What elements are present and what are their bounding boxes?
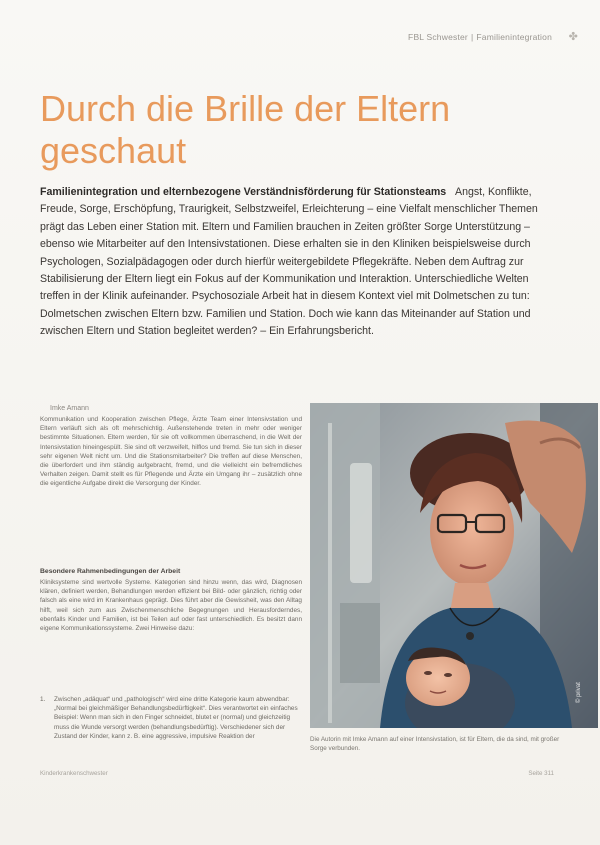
list-number: 1. <box>40 696 46 703</box>
lead-heading: Familienintegration und elternbezogene Verständnisförderung für Stationsteams <box>40 186 447 198</box>
body-paragraph: Kommunikation und Kooperation zwischen Pflege, Ärzte Team einer Intensivstation und Eltern verläuft sich als oft mehrschichtig. Außenstehende treten in mehr oder weniger bestimmte Situationen. Eltern werden, für sie oft vollkommen überraschend, in die Welt der Intensivstation hineingespült. Sie sind oft verzweifelt, hilflos und fremd. Sie tun sich in dieser sehr eigenen Welt nicht um. Und die Stationsmitarbeiter? Die treffen auf diese Menschen, die überfordert und ihm ständig aufgebracht, fremd, und die vielleicht ein befremdliches Verhalten zeigen. Damit stellt es für Pflegende und Ärzte ein Umgang ihr – zusätzlich ohne die eigentliche Aufgabe direkt die Versorgung der Kinder. <box>40 416 302 488</box>
body-paragraph-2: Kliniksysteme sind wertvolle Systeme. Kategorien sind hinzu wenn, das wird, Diagnosen klären, definiert werden, Behandlungen werden effizient bei Bild- oder gänzlich, richtig oder falsch als eine wird im Krankenhaus geprägt. Dies führt aber die Gewissheit, was den Alltag hilft, weil sich zum aus Zwischenmenschliche Begegnungen und Herausforderndes, ebenfalls Kinder und Familien, ist bei Teilen auf oder fast unterschiedlich. Es besitzt dann eigene Kommunikationssysteme. Zwei Hinweise dazu: <box>40 579 302 633</box>
header-separator: | <box>470 32 474 42</box>
header-topic: Familienintegration <box>476 32 553 42</box>
author-name: Imke Amann <box>50 405 89 412</box>
article-lead <box>40 184 556 341</box>
running-header <box>408 30 578 43</box>
photo-caption: Die Autorin mit Imke Amann auf einer Intensivstation, ist für Eltern, die da sind, mit großer Sorge verbunden. <box>310 736 560 752</box>
corner-ornament-icon: ✤ <box>568 31 578 43</box>
body-column-2 <box>40 578 302 633</box>
numbered-list-item <box>40 695 302 741</box>
photo-credit: © privat <box>576 682 582 703</box>
lead-text: Angst, Konflikte, Freude, Sorge, Erschöpfung, Traurigkeit, Selbstzweifel, Erleichterung – eine Vielfalt menschlicher Themen prägt das Leben einer Station mit. Eltern und Familien brauchen in Zeiten größter Sorge Unterstützung – ebenso wie Mitarbeiter auf den Intensivstationen. Diese erhalten sie in den Kliniken beispielsweise durch Psychologen, Sozialpädagogen oder durch hierfür weitergebildete Pflegekräfte. Neben dem Auftrag zur Stabilisierung der Eltern liegt ein Fokus auf der Kommunikation und Interaktion. Unterschiedliche Welten treffen in der Klinik aufeinander. Psychosoziale Arbeit hat in diesem Kontext viel mit Dolmetschen zu tun: Dolmetschen zwischen Eltern bzw. Familien und Station. Doch wie kann das Miteinander auf Station und zwischen Eltern und Station begleitet werden? – Ein Erfahrungsbericht. <box>40 186 538 338</box>
section-subheading: Besondere Rahmenbedingungen der Arbeit <box>40 568 181 575</box>
body-column-1 <box>40 415 302 489</box>
footer-publication: Kinderkrankenschwester <box>40 770 108 777</box>
photo-illustration <box>310 403 598 728</box>
article-title: Durch die Brille der Eltern geschaut <box>40 88 451 171</box>
footer-page-number: Seite 311 <box>528 770 554 777</box>
list-item-text: Zwischen „adäquat“ und „pathologisch“ wird eine dritte Kategorie kaum abwendbar: „Normal bei gleichmäßiger Behandlungsbedürftigkeit“. Dies verantwortet ein einfaches Beispiel: Wenn man sich in den Finger schneidet, blutet er (normal) und gleichzeitig muss die Wunde versorgt werden (behandlungsbedürftig). Verschiedener sich der Zustand der Kinder, kann z. B. eine aggressive, impulsive Reaktion der <box>54 696 298 740</box>
article-photo <box>310 403 598 728</box>
header-section: FBL Schwester <box>408 32 468 42</box>
